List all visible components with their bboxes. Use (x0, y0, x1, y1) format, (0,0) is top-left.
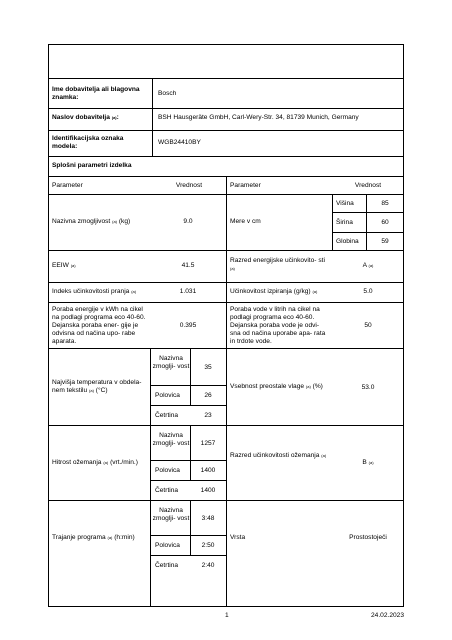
eeiw-value: 41.5 (181, 262, 195, 269)
dimensions-label: Mere v cm (230, 218, 261, 225)
energy-consumption-label: Poraba energije v kWh na cikel na podlagi programa eco 40-60. Dejanska poraba ener- gije je odvisna od načina upo- rabe aparata. (52, 306, 146, 345)
water-consumption-value: 50 (364, 322, 372, 329)
spin-speed-quarter-label: Četrtina (155, 487, 179, 494)
depth-label: Globina (336, 238, 359, 245)
header-parameter: Parameter (52, 182, 83, 189)
spin-class-label: Razred učinkovitosti ožemanja $^{(a)}$ (230, 452, 327, 459)
supplier-address-label: Naslov dobavitelja $^{(a)}$: (52, 114, 119, 121)
duration-rated-label: Nazivna zmoglji- vost (152, 507, 190, 522)
washing-index-label: Indeks učinkovitosti pranja $^{(a)}$ (52, 288, 137, 295)
duration-rated-value: 3:48 (201, 515, 215, 522)
model-id-label: Identifikacijska oznaka modela: (52, 135, 124, 150)
type-value: Prostostoječi (349, 534, 387, 541)
energy-class-label: Razred energijske učinkovito- sti $^{(a)}$ (230, 257, 325, 271)
moisture-value: 53.0 (361, 384, 375, 391)
spin-speed-quarter-value: 1400 (200, 487, 216, 494)
spin-speed-rated-value: 1257 (200, 440, 216, 447)
max-temp-label: Najvišja temperatura v obdela- nem tekstilu $^{(a)}$ (°C) (52, 379, 142, 394)
moisture-label: Vsebnost preostale vlage $^{(a)}$ (%) (230, 383, 323, 390)
spin-speed-half-value: 1400 (200, 467, 216, 474)
header-value-2: Vrednost (354, 182, 382, 189)
energy-consumption-value: 0.395 (179, 322, 197, 329)
eeiw-label: EEIW $^{(a)}$ (52, 262, 76, 269)
spin-class-value: B $^{(a)}$ (362, 459, 374, 466)
document-date: 24.02.2023 (370, 612, 404, 619)
spin-speed-label: Hitrost ožemanja $^{(a)}$ (vrt./min.) (52, 459, 138, 466)
supplier-name: Bosch (158, 90, 177, 97)
rated-capacity-label: Nazivna zmogljivost $^{(a)}$ (kg) (52, 218, 131, 225)
max-temp-rated-label: Nazivna zmoglji- vost (152, 355, 190, 370)
depth-value: 59 (381, 238, 389, 245)
width-value: 60 (381, 219, 389, 226)
rinsing-label: Učinkovitost izpiranja (g/kg) $^{(a)}$ (230, 288, 318, 295)
rinsing-value: 5.0 (363, 288, 373, 295)
rated-capacity-value: 9.0 (183, 218, 193, 225)
page-number: 1 (225, 612, 229, 619)
height-label: Višina (336, 200, 354, 207)
duration-half-label: Polovica (155, 542, 180, 549)
duration-half-value: 2:50 (201, 542, 215, 549)
type-label: Vrsta (230, 534, 246, 541)
max-temp-half-value: 26 (204, 392, 212, 399)
supplier-name-label: Ime dobavitelja ali blagovna znamka: (52, 86, 140, 101)
max-temp-rated-value: 35 (204, 364, 212, 371)
water-consumption-label: Poraba vode v litrih na cikel na podlagi programa eco 40-60. Dejanska poraba vode je odvi- sna od načina uporabe apa- rata in trdote vode. (230, 306, 326, 345)
section-title: Splošni parametri izdelka (52, 162, 132, 169)
spin-speed-half-label: Polovica (155, 467, 180, 474)
duration-quarter-label: Četrtina (155, 562, 179, 569)
header-value: Vrednost (175, 182, 203, 189)
max-temp-half-label: Polovica (155, 392, 180, 399)
duration-label: Trajanje programa $^{(a)}$ (h:min) (52, 534, 135, 541)
width-label: Širina (336, 219, 353, 226)
duration-quarter-value: 2:40 (201, 562, 215, 569)
supplier-address: BSH Hausgeräte GmbH, Carl-Wery-Str. 34, 81739 Munich, Germany (158, 114, 359, 121)
max-temp-quarter-label: Četrtina (155, 412, 179, 419)
header-parameter-2: Parameter (230, 182, 261, 189)
spin-speed-rated-label: Nazivna zmoglji- vost (152, 432, 190, 447)
energy-class-value: A $^{(a)}$ (362, 262, 374, 269)
model-id: WGB24410BY (158, 139, 201, 146)
height-value: 85 (381, 200, 389, 207)
max-temp-quarter-value: 23 (204, 412, 212, 419)
washing-index-value: 1.031 (179, 288, 197, 295)
